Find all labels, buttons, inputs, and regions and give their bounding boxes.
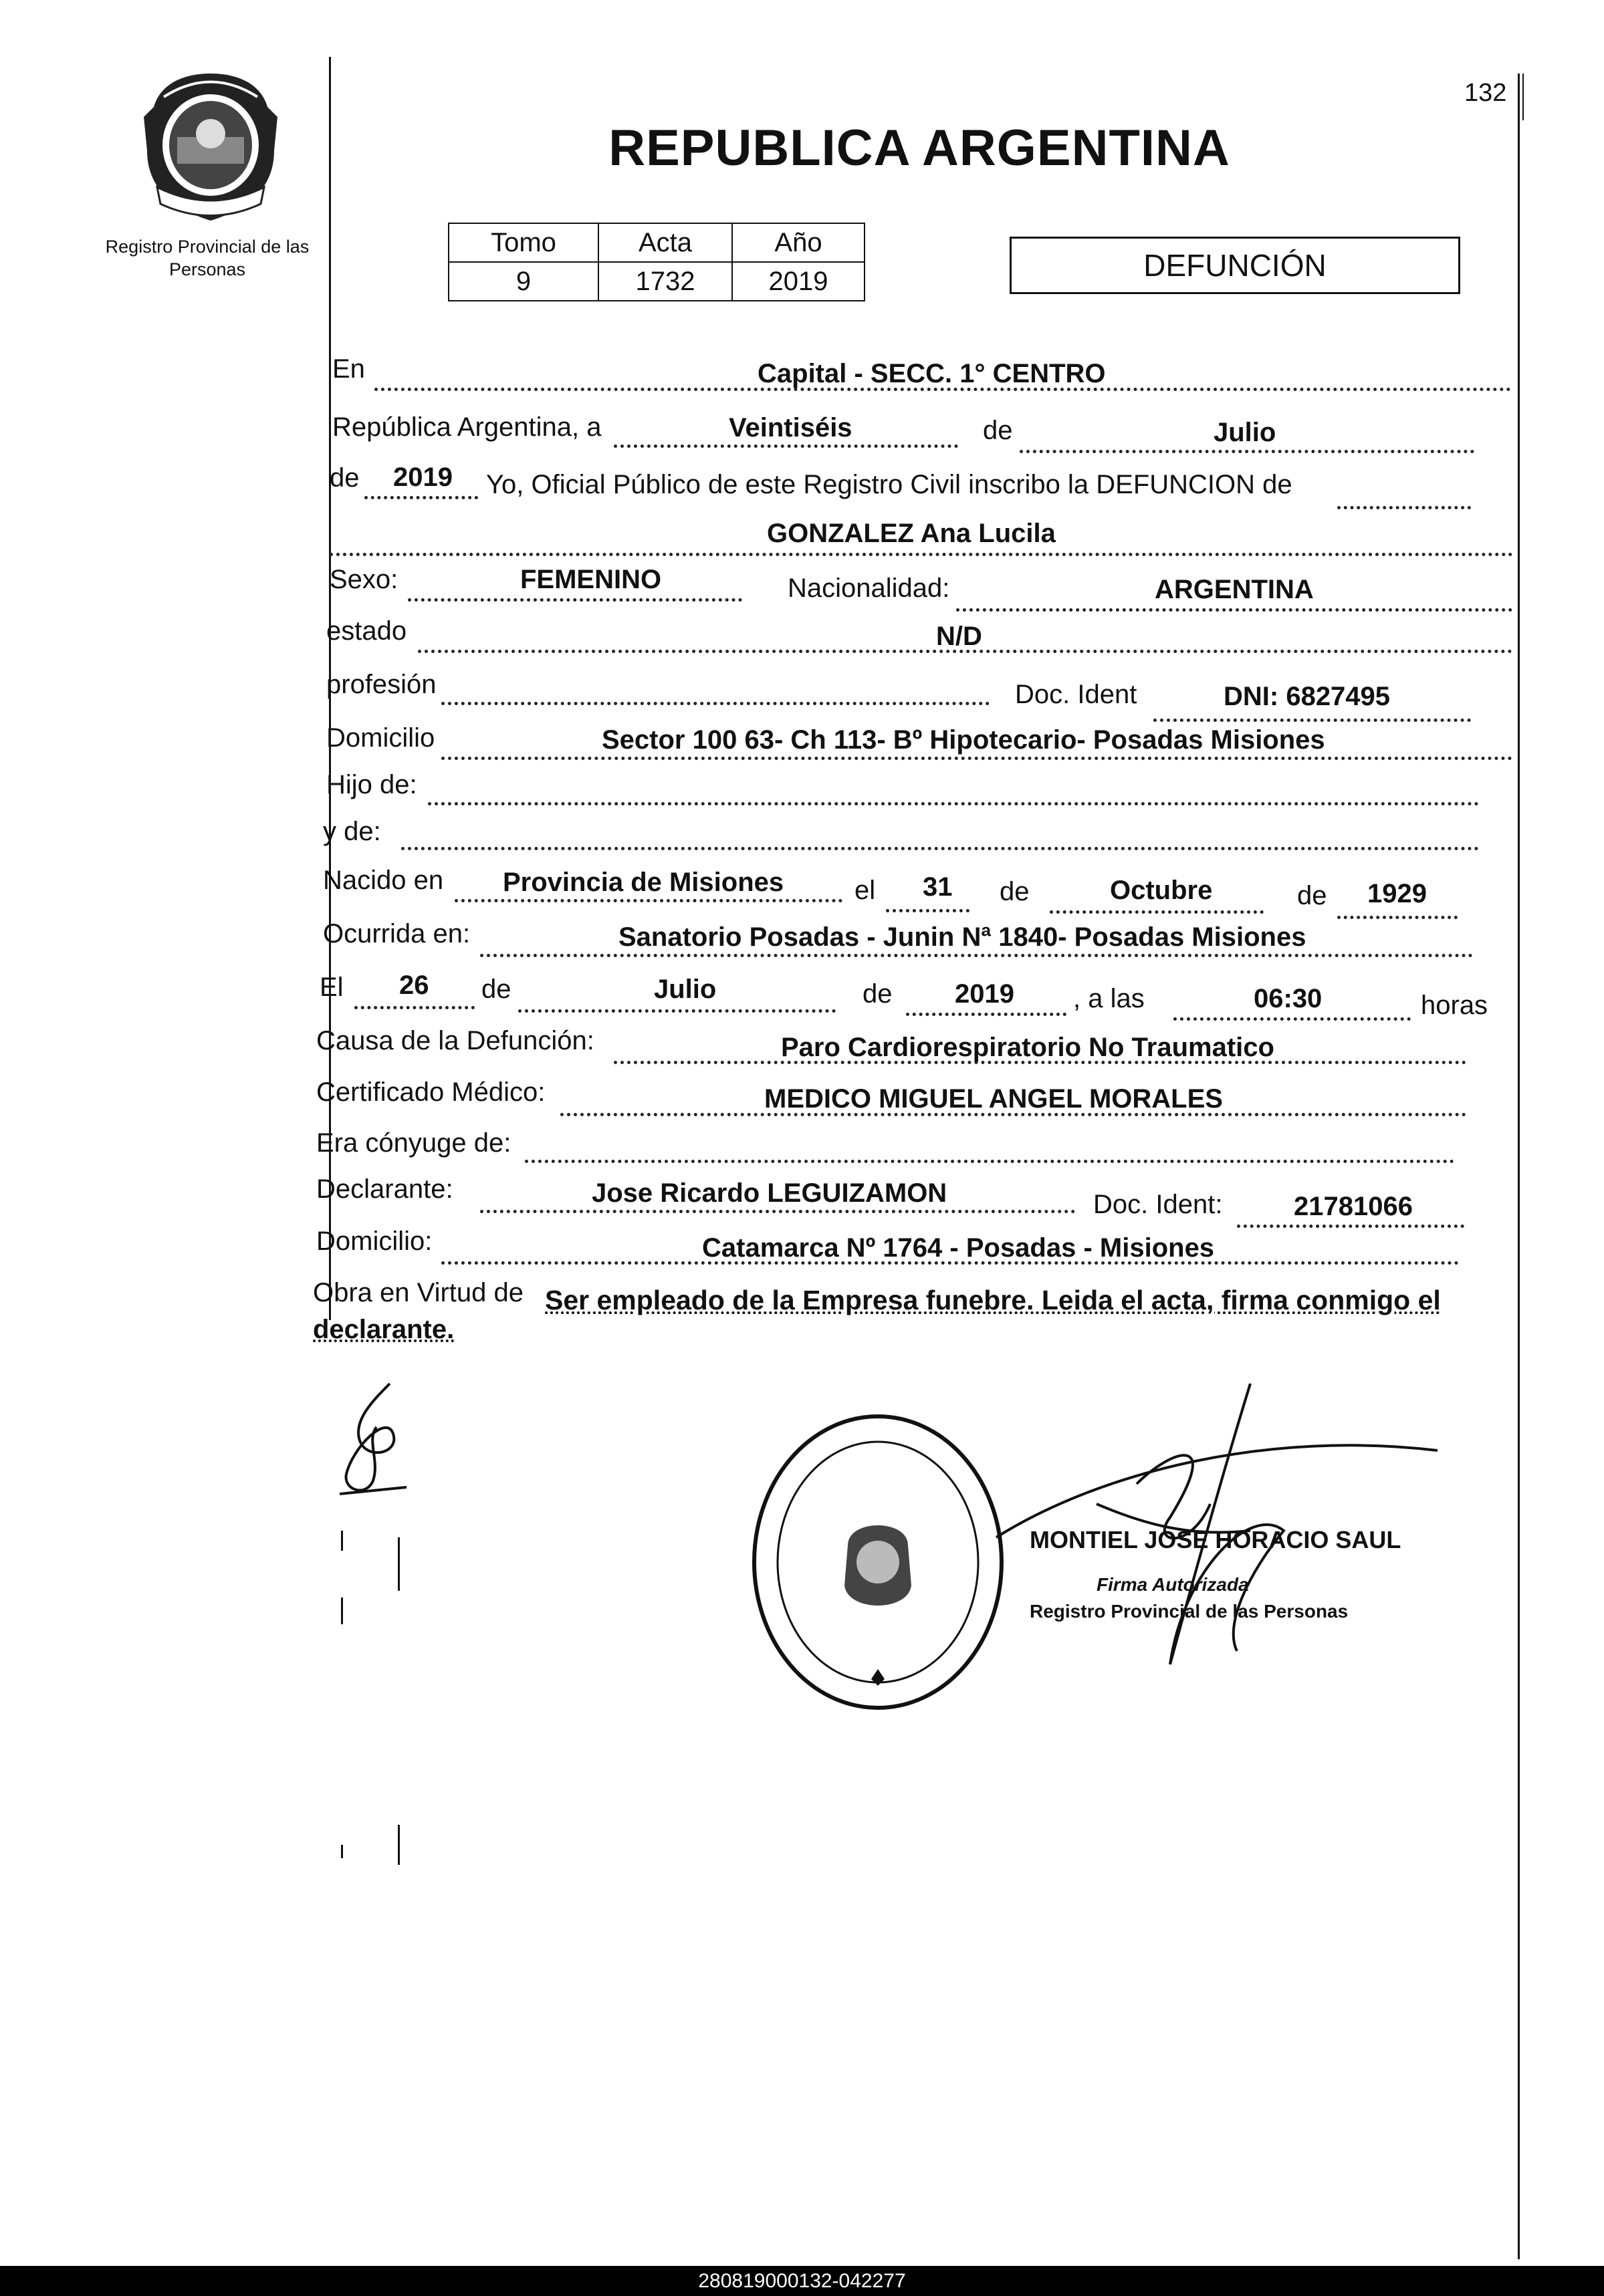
doc-ident-value: DNI: 6827495 — [1224, 682, 1391, 711]
year-value: 2019 — [393, 463, 453, 492]
ocurrida-value: Sanatorio Posadas - Junin Nª 1840- Posadas Misiones — [618, 922, 1306, 952]
year-dotted-line — [364, 496, 478, 499]
hijo-label: Hijo de: — [326, 770, 417, 799]
birth-year-dotted-line — [1337, 916, 1458, 919]
y-de-label: y de: — [323, 817, 381, 846]
de-label-1: de — [983, 416, 1013, 445]
en-value: Capital - SECC. 1° CENTRO — [758, 359, 1106, 388]
margin-dash-4 — [398, 1825, 400, 1865]
estado-label: estado — [326, 616, 407, 646]
reference-table — [448, 223, 865, 301]
domicilio-label: Domicilio — [326, 723, 435, 753]
y-de-dotted-line — [401, 847, 1479, 850]
death-year-dotted-line — [906, 1013, 1066, 1016]
ocurrida-label: Ocurrida en: — [323, 919, 471, 948]
birth-month-dotted-line — [1050, 910, 1264, 914]
declarante-label: Declarante: — [316, 1174, 453, 1204]
declarante-value: Jose Ricardo LEGUIZAMON — [592, 1178, 947, 1208]
right-margin-rule — [1518, 74, 1520, 2259]
officer-signature-icon — [326, 1374, 427, 1507]
obra-value-cont: declarante. — [313, 1315, 455, 1344]
stamp-registry: Registro Provincial de las Personas — [1030, 1601, 1349, 1622]
stamp-officer-name: MONTIEL JOSE HORACIO SAUL — [1030, 1526, 1401, 1553]
decl-dom-label: Domicilio: — [316, 1227, 433, 1256]
profesion-label: profesión — [326, 670, 437, 699]
rep-label: República Argentina, a — [332, 412, 602, 442]
page-edge-rule — [1522, 74, 1524, 120]
obra-label: Obra en Virtud de — [313, 1278, 524, 1307]
decl-doc-dotted-line — [1237, 1225, 1464, 1228]
page-number: 132 — [1464, 79, 1507, 107]
doc-ident-dotted-line — [1153, 719, 1471, 722]
conyuge-dotted-line — [525, 1160, 1454, 1163]
name-dotted-line — [330, 553, 1513, 556]
birth-year: 1929 — [1367, 879, 1427, 908]
certificado-label: Certificado Médico: — [316, 1077, 546, 1107]
domicilio-value: Sector 100 63- Ch 113- Bº Hipotecario- Posadas Misiones — [602, 725, 1325, 755]
estado-value: N/D — [936, 622, 982, 651]
conyuge-label: Era cónyuge de: — [316, 1128, 511, 1158]
ref-value-tomo: 9 — [449, 262, 598, 301]
obra-value: Ser empleado de la Empresa funebre. Leida el acta, firma conmigo el — [545, 1285, 1441, 1315]
death-year: 2019 — [955, 979, 1014, 1009]
de-label-2: de — [330, 463, 360, 493]
certificado-value: MEDICO MIGUEL ANGEL MORALES — [764, 1084, 1223, 1114]
margin-dash-2 — [398, 1537, 400, 1591]
birth-day: 31 — [923, 872, 953, 902]
ref-header-tomo: Tomo — [449, 223, 598, 262]
nacido-label: Nacido en — [323, 866, 444, 895]
month-dotted-line — [1020, 450, 1474, 453]
document-type-box: DEFUNCIÓN — [1010, 237, 1460, 294]
horas-label: horas — [1421, 991, 1488, 1020]
death-day-dotted-line — [354, 1006, 475, 1009]
nacionalidad-value: ARGENTINA — [1155, 575, 1314, 604]
death-day: 26 — [399, 971, 429, 1000]
stamp-authorized: Firma Autorizada — [1097, 1574, 1249, 1595]
decl-dom-value: Catamarca Nº 1764 - Posadas - Misiones — [702, 1233, 1215, 1263]
intro-text: Yo, Oficial Público de este Registro Civil inscribo la DEFUNCION de — [486, 470, 1292, 499]
death-month: Julio — [654, 975, 717, 1004]
deceased-name: GONZALEZ Ana Lucila — [767, 519, 1056, 548]
doc-ident-label: Doc. Ident — [1015, 680, 1137, 709]
sexo-label: Sexo: — [330, 565, 398, 594]
day-word: Veintiséis — [729, 413, 852, 442]
de-label-4: de — [1297, 881, 1327, 910]
en-label: En — [332, 354, 365, 384]
sexo-dotted-line — [408, 598, 742, 602]
ref-value-acta: 1732 — [598, 262, 732, 301]
ocurrida-dotted-line — [480, 954, 1473, 957]
ref-value-ano: 2019 — [732, 262, 865, 301]
decl-doc-value: 21781066 — [1294, 1192, 1413, 1221]
sexo-value: FEMENINO — [520, 565, 662, 594]
margin-dash-3 — [341, 1598, 343, 1624]
de-label-3: de — [1000, 877, 1030, 906]
margin-dash-1 — [341, 1531, 343, 1551]
decl-doc-label: Doc. Ident: — [1093, 1190, 1223, 1219]
page-title: REPUBLICA ARGENTINA — [608, 120, 1230, 176]
death-time: 06:30 — [1254, 984, 1323, 1013]
footer-code-bar: 280819000132-042277 — [0, 2266, 1604, 2296]
margin-dash-5 — [341, 1845, 343, 1858]
el-label: el — [854, 876, 876, 905]
nacionalidad-dotted-line — [956, 608, 1512, 612]
day-dotted-line — [614, 444, 958, 448]
el2-label: El — [320, 973, 344, 1002]
provincia-misiones-seal-icon — [137, 70, 284, 224]
domicilio-dotted-line — [441, 757, 1512, 760]
hijo-dotted-line — [428, 802, 1479, 805]
ref-header-acta: Acta — [598, 223, 732, 262]
profesion-dotted-line — [441, 702, 990, 705]
month-value: Julio — [1214, 418, 1276, 447]
causa-label: Causa de la Defunción: — [316, 1026, 594, 1055]
de-label-5: de — [481, 975, 511, 1004]
nacido-place-dotted-line — [455, 899, 842, 902]
nacido-place: Provincia de Misiones — [503, 868, 784, 897]
intro-dotted-line — [1337, 506, 1471, 509]
birth-month: Octubre — [1110, 876, 1213, 905]
declarante-dotted-line — [480, 1210, 1075, 1213]
death-month-dotted-line — [518, 1009, 836, 1013]
nacionalidad-label: Nacionalidad: — [788, 573, 950, 603]
birth-day-dotted-line — [886, 909, 969, 912]
ref-header-ano: Año — [732, 223, 865, 262]
de-label-6: de — [863, 979, 893, 1009]
causa-value: Paro Cardiorespiratorio No Traumatico — [781, 1033, 1274, 1062]
death-time-dotted-line — [1173, 1017, 1411, 1021]
a-las-label: , a las — [1073, 984, 1145, 1013]
registry-label: Registro Provincial de las Personas — [105, 237, 310, 279]
